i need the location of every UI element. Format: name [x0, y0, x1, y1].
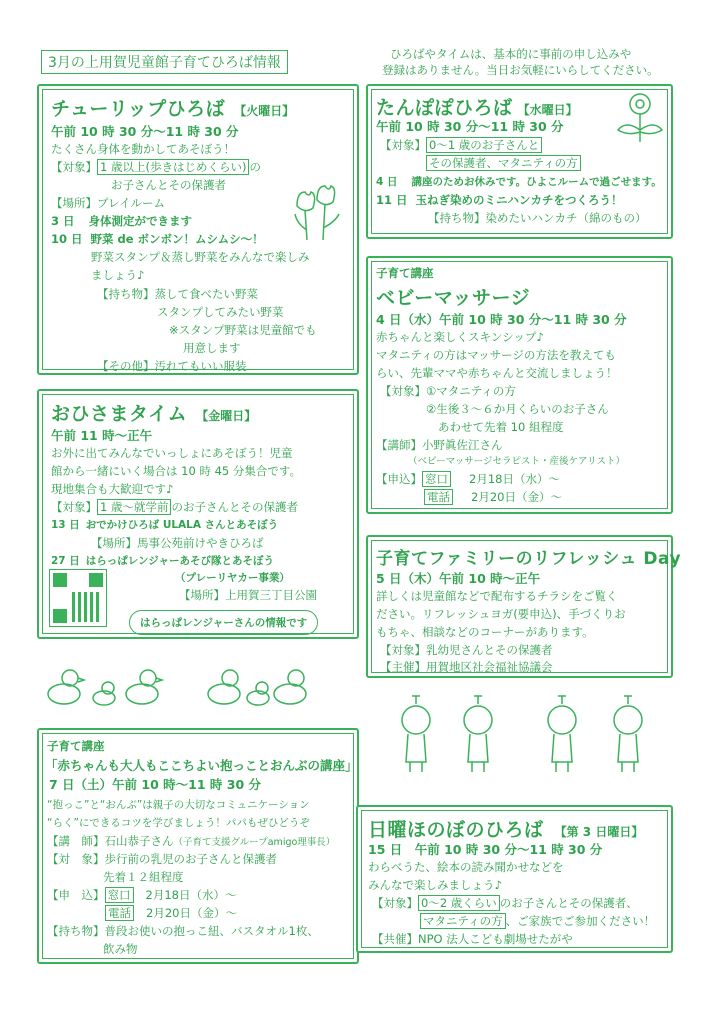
sunday-target-2: マタニティの方 、ご家族でご参加ください！ [420, 913, 655, 930]
sunday-host: 【共催】NPO 法人こども劇場せたがや [372, 932, 573, 946]
ohisama-day-27-sub: （プレーリヤカー事業） [175, 572, 290, 584]
tulip-time: 午前 10 時 30 分～11 時 30 分 [51, 124, 239, 139]
baby-massage-target-3: あわせて先着 10 組程度 [438, 420, 564, 434]
ducks-right-illustration [204, 664, 314, 708]
ohisama-desc-2: 館から一緒にいく場合は 10 時 45 分集合です。 [51, 464, 301, 478]
tulip-target: 【対象】 1 歳以上(歩きはじめくらい) の [51, 160, 261, 174]
ohisama-target: 【対象】 1 歳～就学前 のお子さんとその保護者 [51, 500, 298, 514]
tulip-items-3: ※スタンプ野菜は児童館でも [169, 323, 317, 337]
refresh-day-time: 5 日（木）午前 10 時～正午 [376, 571, 541, 586]
sunday-target: 【対象】 0～2 歳くらい のお子さんとその保護者、 [372, 896, 638, 910]
ohisama-day: 【金曜日】 [196, 409, 257, 423]
baby-massage-title: ベビーマッサージ [376, 287, 531, 309]
hug-course-desc-2: “らく”にできるコツを学びましょう！パパもぜひどうぞ [47, 817, 310, 829]
baby-massage-teacher-note: （ベビーマッサージセラピスト・産後ケアリスト） [408, 456, 625, 467]
hug-course-items: 【持ち物】普段お使いの抱っこ紐、バスタオル1枚、 [47, 924, 319, 938]
ohisama-time: 午前 11 時～正午 [51, 428, 153, 443]
ohisama-desc-1: お外に出てみんなでいっしょにあそぼう！児童 [51, 446, 293, 460]
tulip-day: 【火曜日】 [234, 104, 295, 118]
baby-massage-target-2: ②生後３～６か月くらいのお子さん [426, 402, 609, 416]
tulip-desc: たくさん身体を動かしてあそぼう！ [51, 142, 235, 156]
refresh-day-host: 【主催】用賀地区社会福祉協議会 [380, 660, 553, 674]
dandelion-day-4: 4 日 講座のためお休みです。ひよこルームで過ごせます。 [376, 176, 662, 188]
refresh-day-desc-1: 詳しくは児童館などで配布するチラシをご覧く [376, 589, 618, 603]
ohisama-day-13: 13 日 おでかけひろば ULALA さんとあそぼう [51, 519, 279, 531]
tulip-place: 【場所】プレイルーム [51, 196, 165, 210]
dandelion-day-11: 11 日 玉ねぎ染めのミニハンカチをつくろう！ [376, 193, 623, 207]
tulip-target-2: お子さんとその保護者 [111, 178, 226, 192]
dandelion-target-2: その保護者、マタニティの方 [426, 155, 581, 172]
hug-course-items-2: 飲み物 [103, 942, 138, 956]
tulip-other: 【その他】汚れてもいい服装 [97, 359, 247, 373]
tulip-items: 【持ち物】蒸して食べたい野菜 [97, 287, 258, 301]
refresh-day-desc-2: ださい。リフレッシュヨガ(要申込)、手づくりお [376, 607, 626, 621]
dandelion-target: 【対象】 0～1 歳のお子さんと [380, 137, 542, 154]
sunday-desc-1: わらべうた、絵本の読み聞かせなどを [368, 860, 564, 874]
hug-course-section [37, 728, 359, 964]
sunday-desc-2: みんなで楽しみましょう♪ [368, 878, 502, 892]
tulip-day-3: 3 日 身体測定ができます [51, 214, 193, 228]
baby-massage-section [366, 256, 673, 514]
dandelion-time: 午前 10 時 30 分～11 時 30 分 [376, 119, 564, 134]
hug-course-time: 7 日（土）午前 10 時～11 時 30 分 [49, 777, 261, 792]
hug-course-teacher: 【講 師】石山恭子さん（子育て支援グループamigo理事長） [47, 834, 336, 848]
notice-line-2: 登録はありません。当日お気軽にいらしてください。 [382, 63, 659, 77]
hug-course-kicker: 子育て講座 [47, 739, 105, 753]
sunday-time: 15 日 午前 10 時 30 分～11 時 30 分 [368, 842, 603, 857]
ohisama-section [37, 389, 359, 639]
ohisama-day-27: 27 日 はらっぱレンジャーあそび隊とあそぼう [51, 555, 275, 567]
dandelion-icon [612, 90, 668, 146]
tulip-icon [287, 184, 347, 244]
refresh-day-title: 子育てファミリーのリフレッシュ Day [376, 549, 682, 569]
baby-massage-desc-1: 赤ちゃんと楽しくスキンシップ♪ [376, 330, 544, 344]
hug-course-apply-1: 【申 込】 窓口 2月18日（水）～ [47, 888, 237, 902]
sunday-title: 日曜ほのぼのひろば [368, 819, 544, 841]
qr-code [49, 569, 107, 627]
hug-course-apply-2: 電話 2月20日（金）～ [105, 905, 237, 922]
tulip-section [37, 84, 359, 375]
ducks-left-illustration [44, 664, 170, 708]
dandelion-day: 【水曜日】 [517, 103, 578, 117]
page-title: 3月の上用賀児童館子育てひろば情報 [41, 50, 288, 74]
ohisama-desc-3: 現地集合も大歓迎です♪ [51, 482, 174, 496]
hug-course-target-2: 先着１２組程度 [103, 870, 184, 884]
tulip-title: チューリップひろば [51, 98, 226, 120]
dandelion-section [366, 84, 673, 239]
refresh-day-section [366, 535, 682, 678]
baby-massage-desc-2: マタニティの方はマッサージの方法を教えても [376, 348, 616, 362]
baby-massage-desc-3: らい、先輩ママや赤ちゃんと交流しましょう！ [376, 366, 618, 380]
baby-massage-apply-2: 電話 2月20日（金）～ [424, 489, 562, 506]
notice-line-1: ひろばやタイムは、基本的に事前の申し込みや [390, 47, 632, 61]
ranger-info-bubble: はらっぱレンジャーさんの情報です [129, 610, 318, 635]
mascots-illustration [392, 692, 660, 776]
ohisama-title: おひさまタイム [51, 403, 188, 425]
hug-course-desc-1: “抱っこ”と“おんぶ”は親子の大切なコミュニケーション [47, 799, 310, 811]
tulip-day-10-line3: ましょう♪ [91, 268, 145, 282]
sunday-section [356, 805, 673, 953]
baby-massage-teacher: 【講師】小野眞佐江さん [376, 438, 503, 452]
baby-massage-kicker: 子育て講座 [376, 266, 434, 280]
dandelion-title: たんぽぽひろば [376, 97, 513, 119]
hug-course-title: 「赤ちゃんも大人もここちよい抱っことおんぶの講座」 [45, 758, 358, 773]
ohisama-place: 【場所】馬事公苑前けやきひろば [91, 536, 264, 550]
tulip-day-10: 10 日 野菜 de ボンボン！ムシムシ～！ [51, 232, 264, 246]
baby-massage-apply-1: 【申込】 窓口 2月18日（水）～ [376, 472, 560, 486]
baby-massage-time: 4 日（水）午前 10 時 30 分～11 時 30 分 [376, 312, 627, 327]
refresh-day-target: 【対象】乳幼児さんとその保護者 [380, 643, 553, 657]
tulip-day-10-line2: 野菜スタンプ＆蒸し野菜をみんなで楽しみ [91, 250, 310, 264]
baby-massage-target: 【対象】①マタニティの方 [380, 384, 516, 398]
refresh-day-desc-3: もちゃ、相談などのコーナーがあります。 [376, 625, 594, 639]
tulip-items-4: 用意します [183, 341, 241, 355]
hug-course-target: 【対 象】歩行前の乳児のお子さんと保護者 [47, 852, 277, 866]
dandelion-items: 【持ち物】染めたいハンカチ（綿のもの） [428, 211, 647, 225]
ohisama-place-2: 【場所】上用賀三丁目公園 [179, 588, 317, 602]
tulip-items-2: スタンプしてみたい野菜 [157, 305, 284, 319]
sunday-day: 【第 3 日曜日】 [554, 825, 644, 839]
